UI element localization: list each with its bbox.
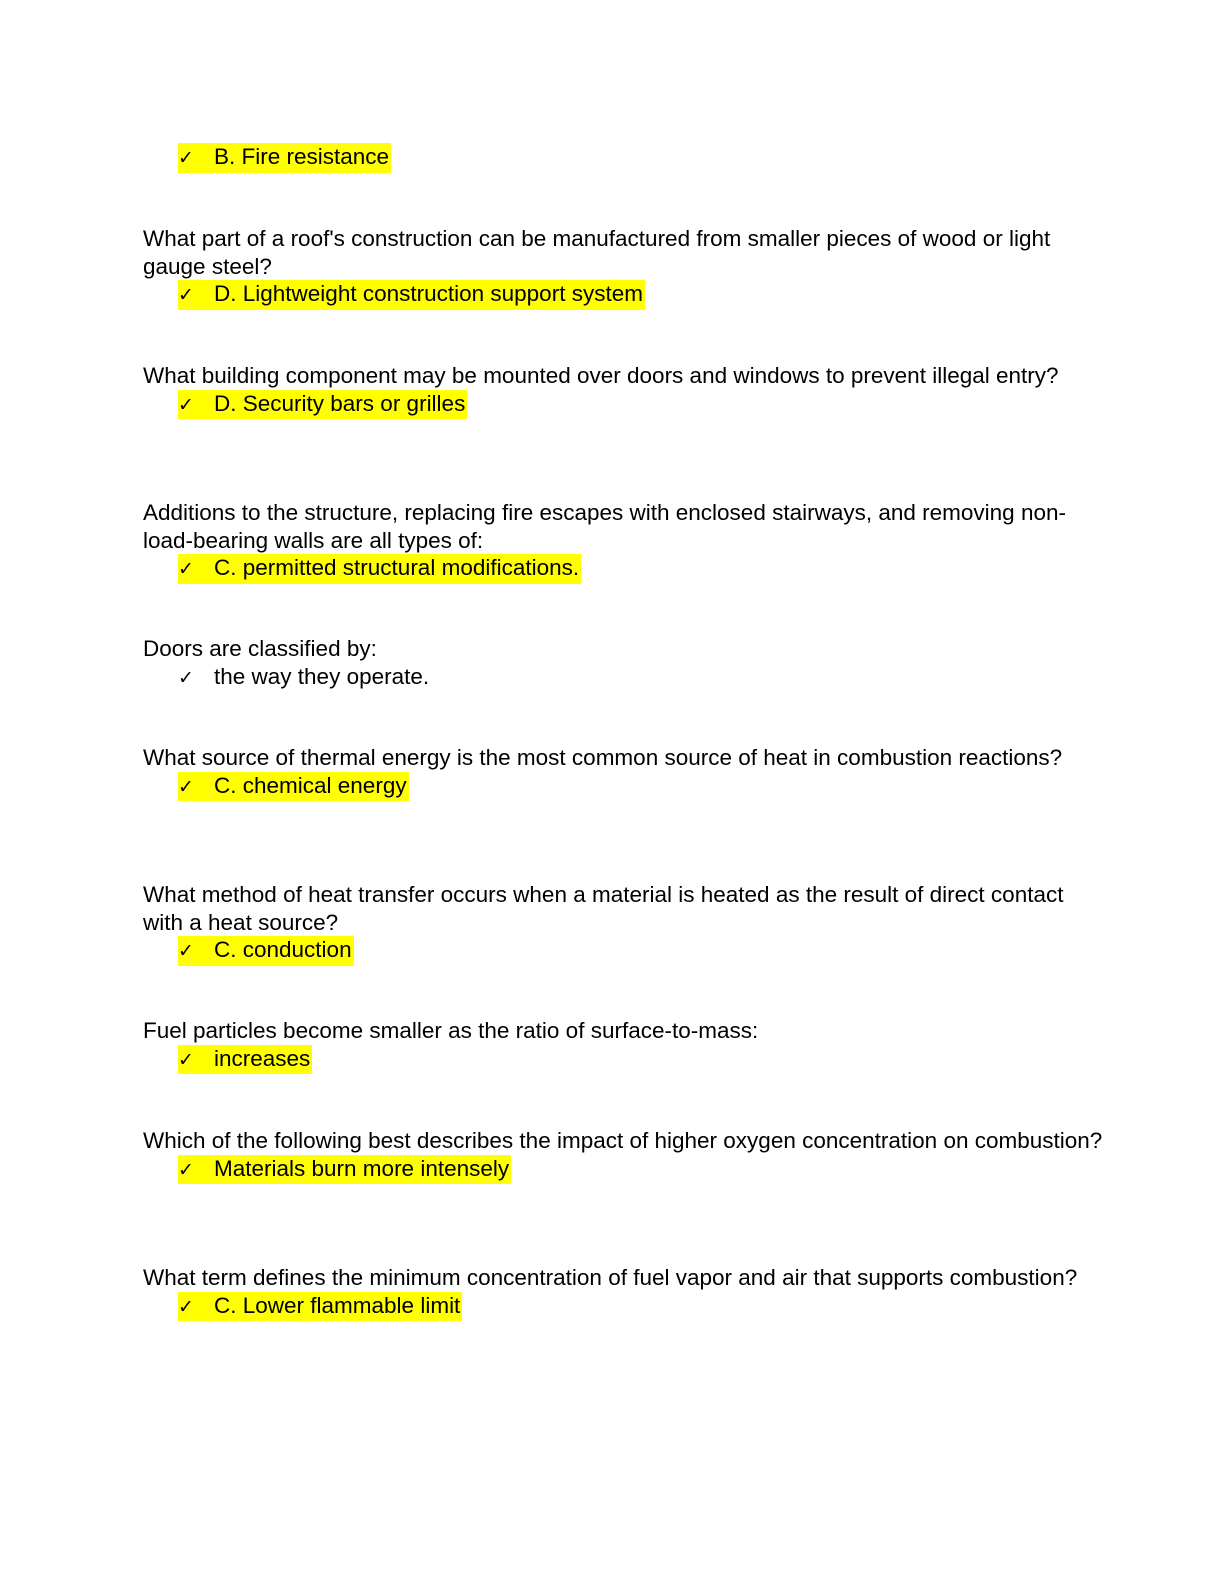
answer-line bbox=[143, 280, 1103, 310]
answer-line bbox=[143, 772, 1103, 802]
question-text: What term defines the minimum concentration of fuel vapor and air that supports combustion? bbox=[143, 1265, 1078, 1290]
check-icon: ✓ bbox=[178, 1158, 194, 1181]
qa-item bbox=[143, 1127, 1103, 1184]
qa-item bbox=[143, 225, 1103, 310]
highlighted-answer bbox=[178, 1045, 312, 1075]
answer-line bbox=[143, 663, 1103, 693]
answer-line bbox=[143, 1155, 1103, 1185]
highlighted-answer bbox=[178, 936, 354, 966]
qa-item bbox=[143, 362, 1103, 419]
answer-line bbox=[143, 1292, 1103, 1322]
answer-line bbox=[143, 936, 1103, 966]
answer-text: D. Security bars or grilles bbox=[214, 390, 466, 416]
check-icon: ✓ bbox=[178, 666, 194, 689]
highlighted-answer bbox=[178, 1155, 511, 1185]
question-text: Additions to the structure, replacing fire escapes with enclosed stairways, and removing non-load-bearing walls are all types of: bbox=[143, 500, 1066, 553]
qa-item bbox=[143, 1264, 1103, 1321]
check-icon: ✓ bbox=[178, 393, 194, 416]
highlighted-answer bbox=[178, 143, 391, 173]
answer-text: the way they operate. bbox=[214, 663, 430, 689]
answer-text: Materials burn more intensely bbox=[214, 1155, 510, 1181]
answer-text: increases bbox=[214, 1045, 311, 1071]
highlighted-answer bbox=[178, 1292, 462, 1322]
answer-line bbox=[143, 390, 1103, 420]
answer-text: C. permitted structural modifications. bbox=[214, 555, 580, 580]
highlighted-answer bbox=[178, 280, 645, 310]
question-text: Doors are classified by: bbox=[143, 636, 377, 661]
check-icon: ✓ bbox=[178, 284, 194, 306]
answer-line bbox=[143, 143, 1103, 173]
question-text: Fuel particles become smaller as the ratio of surface-to-mass: bbox=[143, 1018, 759, 1043]
answer-text: C. Lower flammable limit bbox=[214, 1292, 461, 1318]
qa-item bbox=[143, 881, 1103, 966]
answer-text: D. Lightweight construction support system bbox=[214, 281, 643, 306]
check-icon: ✓ bbox=[178, 1048, 194, 1071]
check-icon: ✓ bbox=[178, 940, 194, 962]
answer-line bbox=[143, 1045, 1103, 1075]
highlighted-answer bbox=[178, 772, 409, 802]
qa-item bbox=[143, 1017, 1103, 1074]
question-text: What building component may be mounted over doors and windows to prevent illegal entry? bbox=[143, 363, 1059, 388]
answer-text: C. conduction bbox=[214, 937, 352, 962]
qa-item bbox=[143, 143, 1103, 173]
check-icon: ✓ bbox=[178, 147, 194, 169]
answer-line bbox=[143, 554, 1103, 584]
answer-text: C. chemical energy bbox=[214, 772, 407, 798]
qa-item bbox=[143, 635, 1103, 692]
check-icon: ✓ bbox=[178, 1295, 194, 1318]
check-icon: ✓ bbox=[178, 558, 194, 580]
check-icon: ✓ bbox=[178, 775, 194, 798]
highlighted-answer bbox=[178, 554, 581, 584]
answer-text: B. Fire resistance bbox=[214, 144, 390, 169]
question-text: Which of the following best describes the impact of higher oxygen concentration on combustion? bbox=[143, 1128, 1103, 1153]
highlighted-answer bbox=[178, 390, 467, 420]
question-text: What method of heat transfer occurs when a material is heated as the result of direct contact with a heat source? bbox=[143, 882, 1064, 935]
qa-item bbox=[143, 744, 1103, 801]
qa-item bbox=[143, 499, 1103, 584]
plain-answer bbox=[178, 663, 431, 693]
question-text: What source of thermal energy is the most common source of heat in combustion reactions? bbox=[143, 745, 1063, 770]
question-text: What part of a roof's construction can be manufactured from smaller pieces of wood or light gauge steel? bbox=[143, 226, 1051, 279]
